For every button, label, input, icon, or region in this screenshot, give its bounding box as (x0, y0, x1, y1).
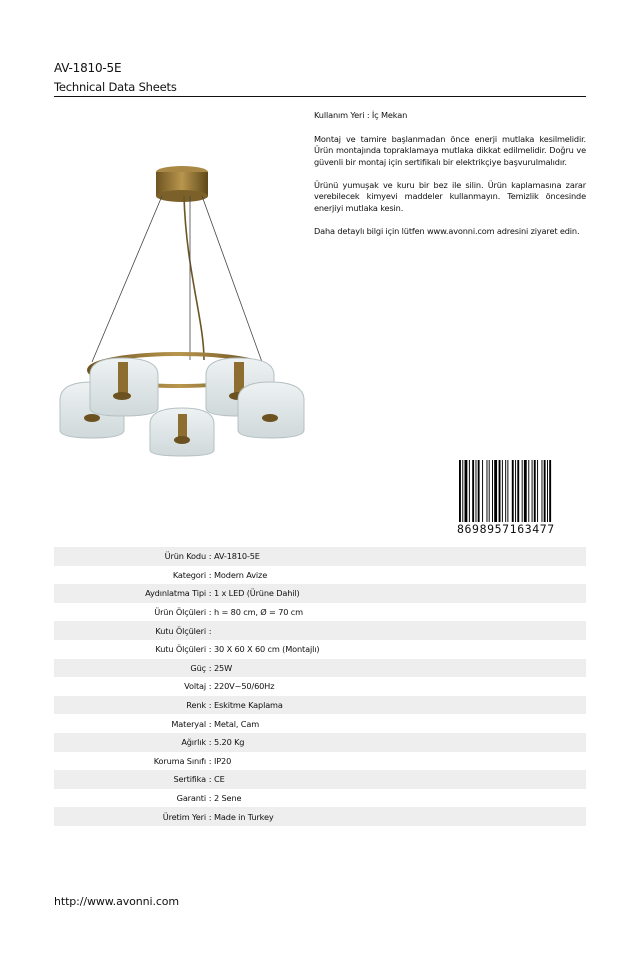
spec-row (54, 547, 586, 566)
spec-value: 25W (214, 662, 233, 673)
spec-row (54, 603, 586, 622)
spec-value: Eskitme Kaplama (214, 700, 283, 711)
usage-text: Kullanım Yeri : İç Mekan (314, 110, 408, 120)
spec-value: CE (214, 774, 225, 785)
spec-separator: : (208, 551, 212, 562)
spec-row (54, 566, 586, 585)
canopy (156, 166, 208, 202)
spec-row (54, 733, 586, 752)
more-info-text: Daha detaylı bilgi için lütfen www.avonni.com adresini ziyaret edin. (314, 226, 580, 237)
spec-value: 220V~50/60Hz (214, 681, 275, 692)
spec-value: 5.20 Kg (214, 737, 245, 748)
spec-separator: : (208, 588, 212, 599)
spec-label: Üretim Yeri (162, 811, 206, 822)
spec-label: Ürün Kodu (164, 551, 206, 562)
spec-label: Güç (190, 662, 206, 673)
spec-value: AV-1810-5E (214, 551, 260, 562)
spec-label: Kategori (172, 569, 206, 580)
spec-row (54, 621, 586, 640)
spec-separator: : (208, 718, 212, 729)
spec-value: Made in Turkey (214, 811, 274, 822)
spec-separator: : (208, 644, 212, 655)
spec-label: Renk (186, 700, 206, 711)
spec-label: Ürün Ölçüleri (154, 607, 206, 618)
barcode-digits (456, 522, 586, 536)
spec-value: 1 x LED (Ürüne Dahil) (214, 588, 300, 599)
barcode-number: 8698957163477 (457, 522, 555, 536)
spec-value: 2 Sene (214, 793, 242, 804)
spec-separator: : (208, 681, 212, 692)
spec-separator: : (208, 793, 212, 804)
safety-paragraph: Montaj ve tamire başlanmadan önce enerji mutlaka kesilmelidir. Ürün montajında topraklamaya mutlaka dikkat edilmelidir. Doğru ve güvenli bir montaj için sertifikalı bir elektrikçiye başvurulmalıdır. (314, 133, 586, 167)
spec-value: 30 X 60 X 60 cm (Montajlı) (214, 644, 320, 655)
doc-title: Technical Data Sheets (54, 80, 177, 94)
glass-shades (60, 358, 304, 456)
model-code: AV-1810-5E (54, 61, 122, 75)
spec-separator: : (208, 811, 212, 822)
spec-label: Kutu Ölçüleri (155, 644, 206, 655)
spec-row (54, 807, 586, 826)
spec-row (54, 677, 586, 696)
spec-row (54, 696, 586, 715)
spec-label: Sertifika (173, 774, 206, 785)
spec-separator: : (208, 737, 212, 748)
spec-row (54, 752, 586, 771)
spec-value: Metal, Cam (214, 718, 260, 729)
header-rule (54, 96, 586, 97)
spec-separator: : (208, 625, 212, 636)
footer-url: http://www.avonni.com (54, 895, 180, 908)
spec-separator: : (208, 774, 212, 785)
product-info (314, 110, 586, 249)
spec-value: IP20 (214, 755, 232, 766)
spec-separator: : (208, 662, 212, 673)
spec-separator: : (208, 755, 212, 766)
spec-separator: : (208, 607, 212, 618)
spec-label: Ağırlık (181, 737, 206, 748)
spec-label: Garanti (176, 793, 206, 804)
spec-label: Kutu Ölçüleri (155, 625, 206, 636)
product-image (54, 160, 314, 460)
spec-label: Voltaj (184, 681, 206, 692)
spec-value: Modern Avize (214, 569, 268, 580)
spec-row (54, 770, 586, 789)
spec-row (54, 640, 586, 659)
spec-label: Materyal (171, 718, 206, 729)
spec-row (54, 659, 586, 678)
spec-label: Koruma Sınıfı (153, 755, 206, 766)
spec-label: Aydınlatma Tipi (145, 588, 206, 599)
spec-table (54, 547, 586, 826)
spec-separator: : (208, 700, 212, 711)
spec-row (54, 584, 586, 603)
cleaning-paragraph: Ürünü yumuşak ve kuru bir bez ile silin. Ürün kaplamasına zarar verebilecek kimyevi maddeler kullanmayın. Temizlik öncesinde enerjiyi mutlaka kesin. (314, 179, 586, 214)
spec-separator: : (208, 569, 212, 580)
spec-row (54, 789, 586, 808)
suspension-cables (92, 196, 262, 362)
spec-value: h = 80 cm, Ø = 70 cm (214, 607, 303, 618)
spec-row (54, 714, 586, 733)
